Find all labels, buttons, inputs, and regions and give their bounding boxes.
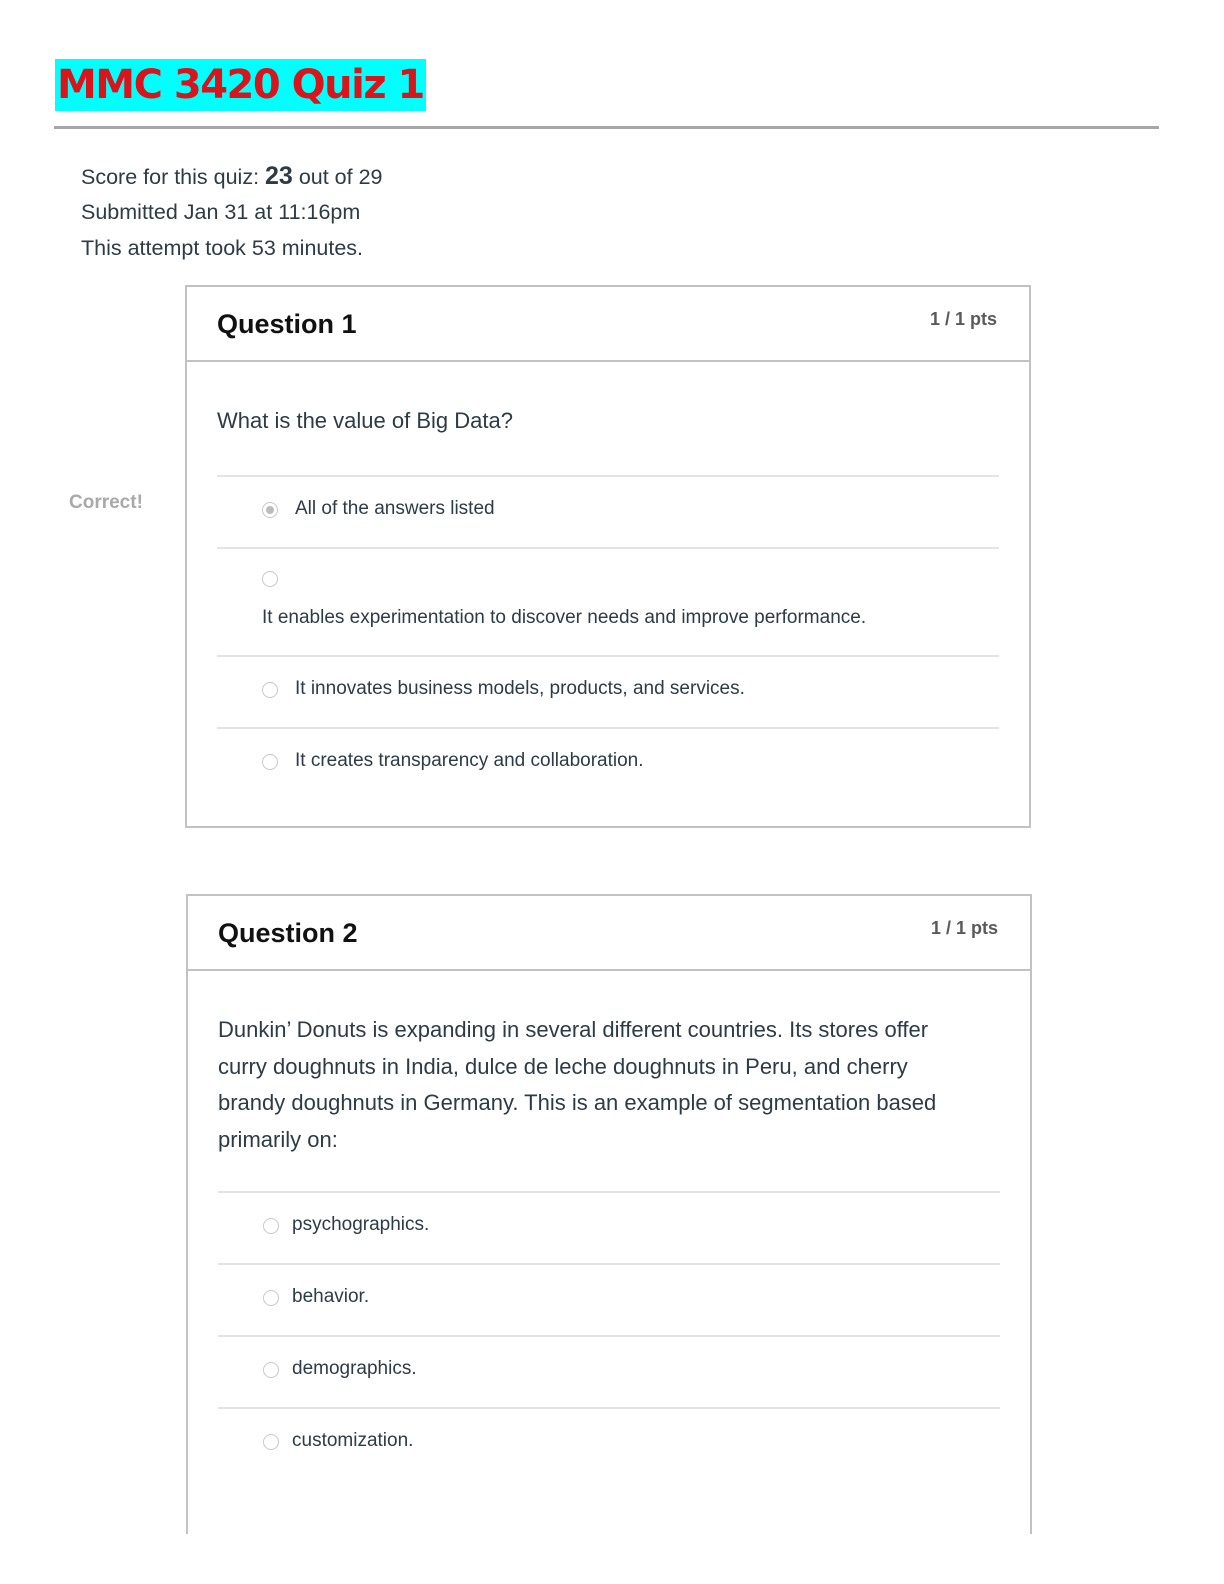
answer-label: demographics. [292,1358,417,1379]
duration-line: This attempt took 53 minutes. [81,236,364,260]
title-divider [54,126,1159,129]
question-text-line: primarily on: [218,1126,338,1152]
question-card-1 [185,285,1031,828]
answer-option[interactable] [218,1263,1000,1335]
question-points: 1 / 1 pts [929,309,997,329]
radio-icon[interactable] [263,1290,279,1306]
answer-option[interactable] [217,655,999,727]
score-suffix: out of 29 [292,165,383,189]
score-value: 23 [265,162,293,190]
score-prefix: Score for this quiz: [81,165,266,189]
answer-list [218,1191,1000,1479]
radio-icon[interactable] [263,1434,279,1450]
question-title: Question 1 [217,309,357,339]
answer-option[interactable] [217,475,999,547]
question-header [188,896,1030,971]
answer-label: All of the answers listed [295,498,495,519]
answer-list [217,475,999,799]
radio-icon[interactable] [262,571,278,587]
answer-option[interactable] [217,547,999,655]
answer-option[interactable] [217,727,999,799]
document-title: MMC 3420 Quiz 1 [55,59,426,111]
answer-label: It innovates business models, products, and services. [295,678,745,699]
correct-answer-label: Correct! [69,492,143,513]
answer-option[interactable] [218,1191,1000,1263]
submitted-line: Submitted Jan 31 at 11:16pm [81,200,361,224]
answer-label: It creates transparency and collaboration. [295,750,644,771]
question-points: 1 / 1 pts [930,918,998,938]
question-text-line: Dunkin’ Donuts is expanding in several different countries. Its stores offer [218,1017,929,1042]
question-title: Question 2 [218,918,358,948]
question-text [218,1012,1008,1158]
radio-icon[interactable] [262,682,278,698]
answer-label: It enables experimentation to discover needs and improve performance. [262,607,867,628]
score-line [81,158,383,194]
question-text-line: brandy doughnuts in Germany. This is an example of segmentation based [218,1090,937,1115]
question-text: What is the value of Big Data? [217,408,513,433]
answer-option[interactable] [218,1335,1000,1407]
question-card-2 [186,894,1032,1534]
answer-label: psychographics. [292,1214,430,1235]
answer-label: customization. [292,1430,414,1451]
radio-icon[interactable] [262,754,278,770]
question-header [187,287,1029,362]
radio-icon[interactable] [263,1362,279,1378]
radio-selected-icon[interactable] [262,502,278,518]
question-text-line: curry doughnuts in India, dulce de leche doughnuts in Peru, and cherry [218,1053,908,1079]
radio-icon[interactable] [263,1218,279,1234]
quiz-summary [81,158,383,266]
answer-label: behavior. [292,1286,370,1307]
answer-option[interactable] [218,1407,1000,1479]
